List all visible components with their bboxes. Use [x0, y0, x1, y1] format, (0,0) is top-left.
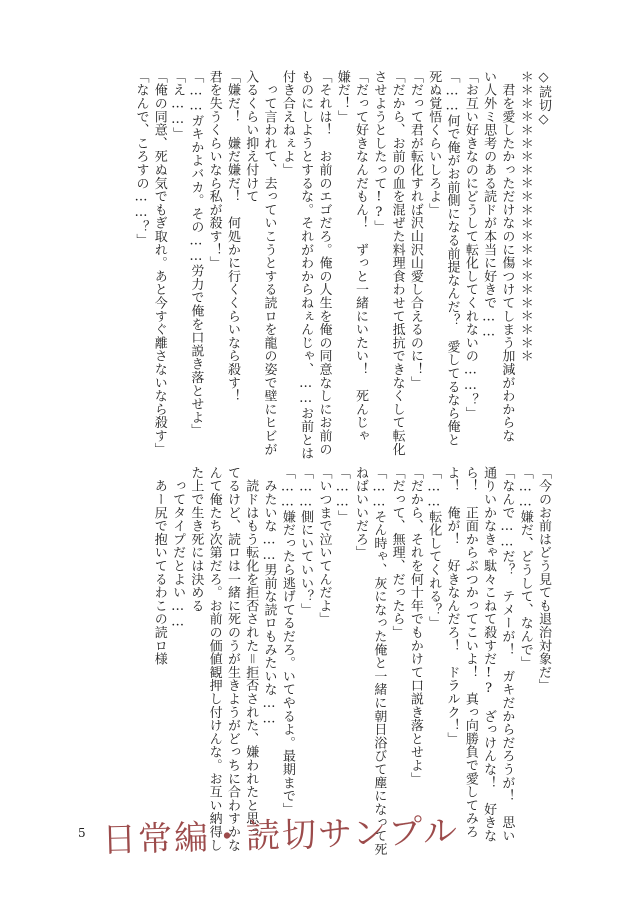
text-column: んて俺たち次第だろ。お前の価値観押し付けんな。お互い納得し — [206, 466, 222, 852]
text-column: 付き合えねぇよ」 — [279, 70, 295, 177]
text-column: 「だって、無理、だったら」 — [389, 466, 405, 639]
text-column: 「なんで、ころすの……？」 — [133, 70, 149, 247]
text-column: ◇読切◇ — [536, 70, 551, 128]
text-column: 「嫌だ！ 嫌だ嫌だ！ 何処かに行くくらいなら殺す！ — [224, 70, 240, 403]
handwritten-title: 日常編・読切サンプル — [101, 811, 460, 861]
text-column: 通りいかなきゃ駄々こねて殺すだ!? ざっけんな！ 好きな — [481, 466, 497, 843]
text-column: 入るくらい抑え付けて — [243, 70, 259, 203]
text-column: って言われて、去っていこうとする読ロを龍の姿で壁にヒビが — [261, 70, 277, 456]
text-column: た上で生き死には決める — [188, 466, 204, 613]
text-column: 「……」 — [334, 466, 350, 524]
text-column: 「……ガキかよバカ。その……労力で俺を口説き落とせよ」 — [188, 70, 204, 438]
text-column: い人外ミ思考のある読ドが本当に好きで…… — [481, 70, 497, 340]
text-column: ものにしようとするな。それがわからねぇんじゃ、……お前とは — [298, 70, 314, 460]
text-column: 「今のお前はどう見ても退治対象だ」 — [536, 466, 551, 693]
text-column: 死ぬ覚悟くらいしろよ」 — [426, 70, 442, 217]
text-column: ら！ 正面からぶつかってこいよ！ 真っ向勝負で愛してみろ — [462, 466, 478, 839]
text-column: あー尻で抱いてるわこの読ロ様 — [151, 466, 167, 666]
text-column: 「……嫌だったら逃げてるだろ。いてやるよ。最期まで」 — [279, 466, 295, 816]
text-column: 「だって好きなんだもん！ ずっと一緒にいたい！ 死んじゃ — [353, 70, 369, 443]
text-column: 君を愛したかっただけなのに傷つけてしまう加減がわからな — [499, 70, 515, 443]
text-column: 「……転化してくれる？」 — [426, 466, 442, 630]
text-column: 「だから、それを何十年でもかけて口説き落とせよ」 — [407, 466, 423, 786]
text-column: よ！ 俺が！ 好きなんだろ！ ドラルク！」 — [444, 466, 460, 746]
text-column: 「それは！ お前のエゴだろ。俺の人生を俺の同意なしにお前の — [316, 70, 332, 456]
text-column: 「……何で俺がお前側になる前提なんだ？ 愛してるなら俺と — [444, 70, 460, 447]
text-column: 読ドはもう転化を拒否された＝拒否された、嫌われたと思っ — [243, 466, 259, 839]
text-column: 「……そん時ゃ、灰になった俺と一緒に朝日浴びて塵になって死 — [371, 466, 387, 856]
text-column: 「え……」 — [170, 70, 186, 141]
text-column: 「いつまで泣いてんだよ」 — [316, 466, 332, 626]
text-column: 「俺の同意、死ぬ気でもぎ取れ。あと今すぐ離さないなら殺す」 — [151, 70, 167, 456]
text-column: 「……嫌だ、どうして、なんで」 — [517, 466, 533, 670]
text-column: てるけど、読ロは一緒に死のうが生きようがどっちに合わすかな — [224, 466, 240, 852]
text-column: させようとしたって!?」 — [371, 70, 387, 234]
text-column: 「だって君が転化すれば沢山沢山愛し合えるのに！」 — [407, 70, 423, 390]
text-column: 君を失うくらいなら私が殺す！」 — [206, 70, 222, 270]
text-column: ＊＊＊＊＊＊＊＊＊＊＊＊＊＊＊＊＊＊＊＊＊＊ — [517, 70, 533, 363]
upper-text-block — [97, 70, 552, 460]
text-column: 「だから、お前の血を混ぜた料理食わせて抵抗できなくして転化 — [389, 70, 405, 456]
text-column: ってタイプだとよい…… — [170, 466, 186, 630]
text-column: 「お互い好きなのにどうして転化してくれないの……？」 — [462, 70, 478, 420]
text-column: 嫌だ！」 — [334, 70, 350, 124]
page-number: 5 — [78, 826, 86, 840]
text-column: 「……側にいていい？」 — [298, 466, 314, 617]
text-column: 「なんで……だ？ テメーが！ ガキだからだろうが！ 思い — [499, 466, 515, 843]
text-column: みたいな……男前な読ロもみたいな…… — [261, 466, 277, 727]
text-column: ねばいいだろ」 — [353, 466, 369, 560]
